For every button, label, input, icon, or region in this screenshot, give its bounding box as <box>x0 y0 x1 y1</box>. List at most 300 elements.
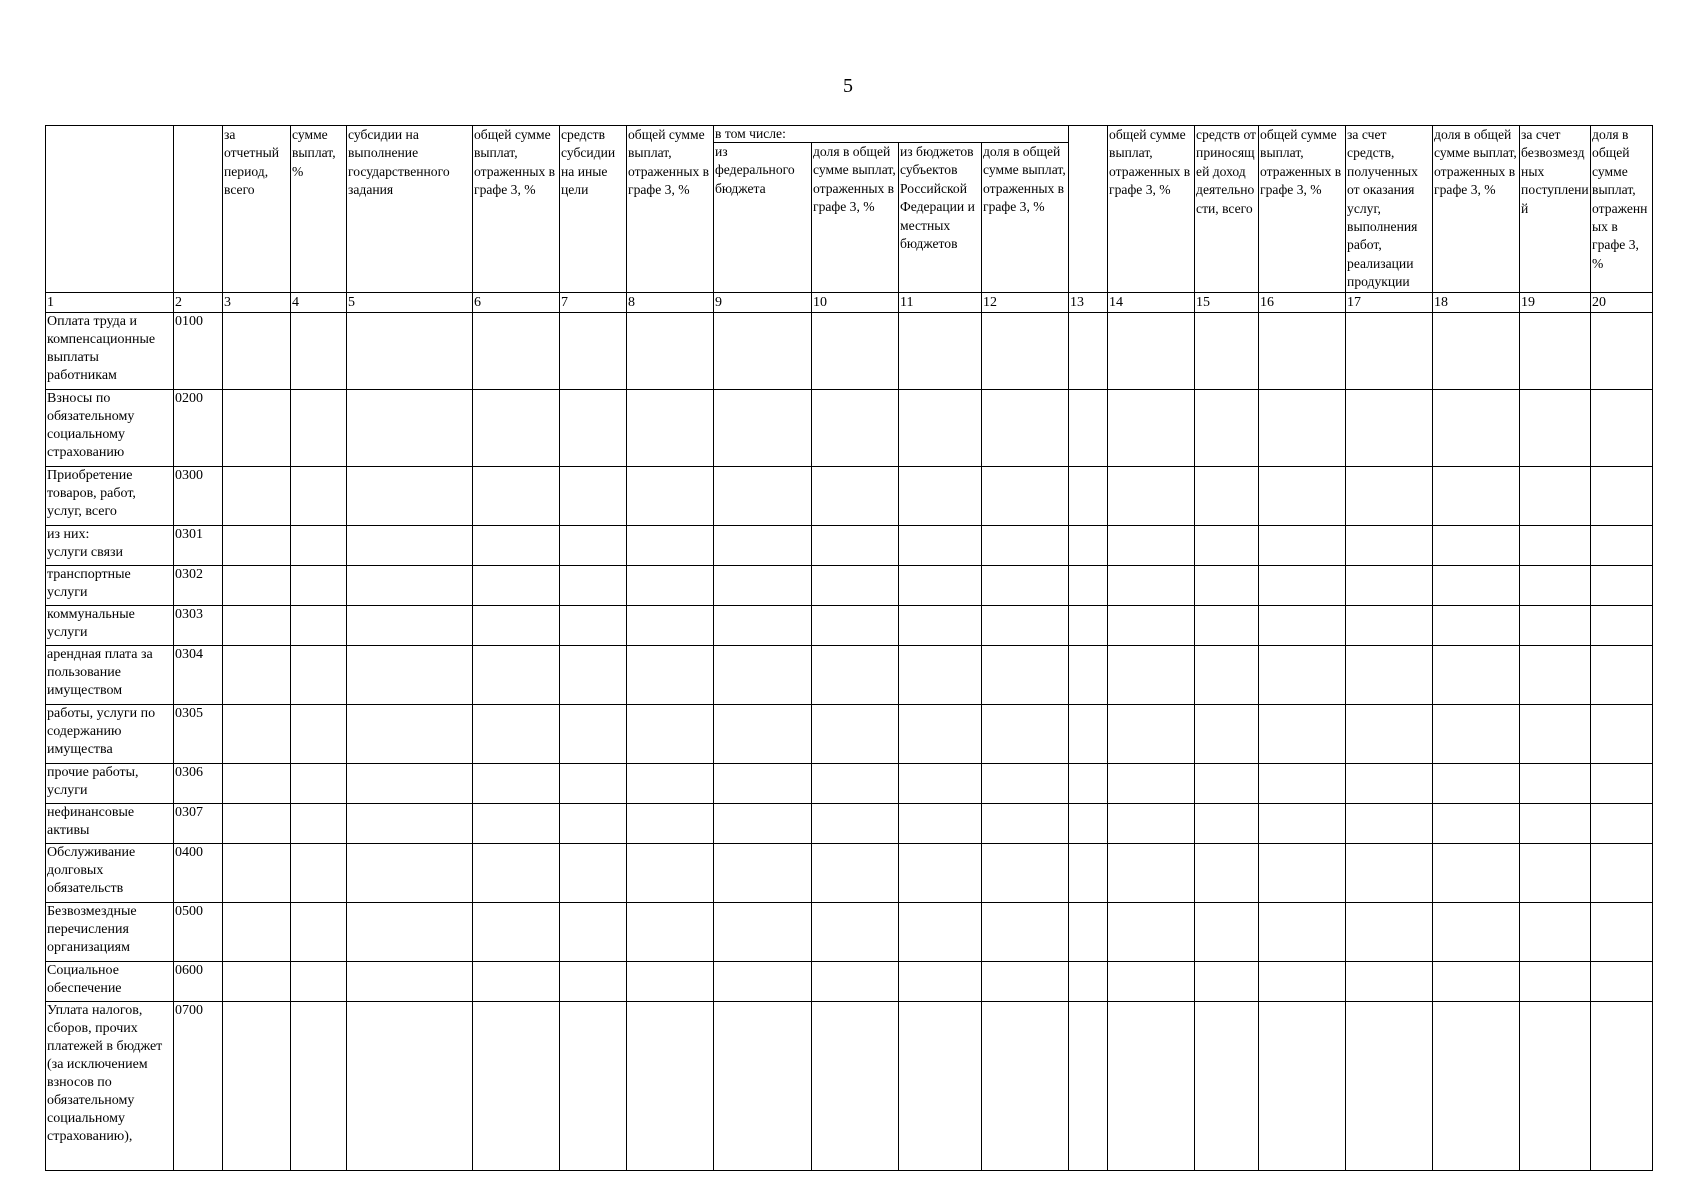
value-cell[interactable] <box>560 1002 627 1171</box>
value-cell[interactable] <box>1108 606 1195 646</box>
value-cell[interactable] <box>627 526 714 566</box>
value-cell[interactable] <box>1259 390 1346 467</box>
value-cell[interactable] <box>1433 1002 1520 1171</box>
value-cell[interactable] <box>473 526 560 566</box>
value-cell[interactable] <box>1346 1002 1433 1171</box>
value-cell[interactable] <box>1195 526 1259 566</box>
value-cell[interactable] <box>899 705 982 764</box>
value-cell[interactable] <box>627 646 714 705</box>
table-row <box>46 566 1653 606</box>
value-cell[interactable] <box>291 646 347 705</box>
value-cell[interactable] <box>223 903 291 962</box>
value-cell[interactable] <box>1069 566 1108 606</box>
value-cell[interactable] <box>812 844 899 903</box>
value-cell[interactable] <box>473 313 560 390</box>
value-cell[interactable] <box>714 646 812 705</box>
value-cell[interactable] <box>899 764 982 804</box>
value-cell[interactable] <box>1259 705 1346 764</box>
value-cell[interactable] <box>1069 606 1108 646</box>
value-cell[interactable] <box>812 313 899 390</box>
column-number-cell: 5 <box>347 293 473 313</box>
value-cell[interactable] <box>291 566 347 606</box>
column-number-cell: 12 <box>982 293 1069 313</box>
value-cell[interactable] <box>899 804 982 844</box>
value-cell[interactable] <box>627 313 714 390</box>
value-cell[interactable] <box>1591 313 1653 390</box>
value-cell[interactable] <box>1108 566 1195 606</box>
value-cell[interactable] <box>899 903 982 962</box>
value-cell[interactable] <box>1108 705 1195 764</box>
header-cell-8: общей сумме выплат, отраженных в графе 3, % <box>627 126 714 293</box>
value-cell[interactable] <box>1195 804 1259 844</box>
value-cell[interactable] <box>899 390 982 467</box>
value-cell[interactable] <box>347 844 473 903</box>
value-cell[interactable] <box>982 526 1069 566</box>
value-cell[interactable] <box>1591 705 1653 764</box>
row-label: транспортные услуги <box>46 566 174 606</box>
value-cell[interactable] <box>1069 646 1108 705</box>
value-cell[interactable] <box>1591 844 1653 903</box>
column-number-cell: 9 <box>714 293 812 313</box>
value-cell[interactable] <box>347 313 473 390</box>
value-cell[interactable] <box>1195 390 1259 467</box>
value-cell[interactable] <box>899 566 982 606</box>
value-cell[interactable] <box>1259 804 1346 844</box>
value-cell[interactable] <box>473 764 560 804</box>
value-cell[interactable] <box>627 467 714 526</box>
value-cell[interactable] <box>1259 962 1346 1002</box>
value-cell[interactable] <box>899 313 982 390</box>
value-cell[interactable] <box>223 764 291 804</box>
value-cell[interactable] <box>1069 844 1108 903</box>
value-cell[interactable] <box>627 903 714 962</box>
value-cell[interactable] <box>347 646 473 705</box>
value-cell[interactable] <box>1433 903 1520 962</box>
value-cell[interactable] <box>223 390 291 467</box>
value-cell[interactable] <box>714 566 812 606</box>
value-cell[interactable] <box>1195 962 1259 1002</box>
row-code: 0301 <box>174 526 223 566</box>
value-cell[interactable] <box>473 903 560 962</box>
value-cell[interactable] <box>1108 1002 1195 1171</box>
value-cell[interactable] <box>1259 467 1346 526</box>
value-cell[interactable] <box>1195 313 1259 390</box>
column-number-cell: 15 <box>1195 293 1259 313</box>
column-number-cell: 16 <box>1259 293 1346 313</box>
value-cell[interactable] <box>627 764 714 804</box>
value-cell[interactable] <box>291 390 347 467</box>
value-cell[interactable] <box>1069 804 1108 844</box>
value-cell[interactable] <box>560 962 627 1002</box>
value-cell[interactable] <box>291 764 347 804</box>
value-cell[interactable] <box>714 467 812 526</box>
value-cell[interactable] <box>473 804 560 844</box>
value-cell[interactable] <box>1108 467 1195 526</box>
report-table <box>45 125 1653 1171</box>
value-cell[interactable] <box>1433 526 1520 566</box>
value-cell[interactable] <box>1520 526 1591 566</box>
header-cell-9: из федерального бюджета <box>714 143 812 293</box>
value-cell[interactable] <box>1591 646 1653 705</box>
value-cell[interactable] <box>812 962 899 1002</box>
value-cell[interactable] <box>714 844 812 903</box>
value-cell[interactable] <box>812 804 899 844</box>
value-cell[interactable] <box>627 606 714 646</box>
value-cell[interactable] <box>1069 1002 1108 1171</box>
row-label: работы, услуги по содержанию имущества <box>46 705 174 764</box>
value-cell[interactable] <box>714 390 812 467</box>
row-code: 0305 <box>174 705 223 764</box>
value-cell[interactable] <box>560 903 627 962</box>
row-code: 0500 <box>174 903 223 962</box>
value-cell[interactable] <box>1069 705 1108 764</box>
value-cell[interactable] <box>347 705 473 764</box>
value-cell[interactable] <box>1069 526 1108 566</box>
page-number: 5 <box>843 75 853 97</box>
table-row <box>46 903 1653 962</box>
value-cell[interactable] <box>291 903 347 962</box>
value-cell[interactable] <box>982 903 1069 962</box>
value-cell[interactable] <box>627 1002 714 1171</box>
value-cell[interactable] <box>982 844 1069 903</box>
value-cell[interactable] <box>1346 903 1433 962</box>
value-cell[interactable] <box>347 903 473 962</box>
value-cell[interactable] <box>1108 526 1195 566</box>
value-cell[interactable] <box>560 764 627 804</box>
value-cell[interactable] <box>1520 467 1591 526</box>
value-cell[interactable] <box>1520 844 1591 903</box>
value-cell[interactable] <box>982 764 1069 804</box>
value-cell[interactable] <box>347 467 473 526</box>
value-cell[interactable] <box>1433 844 1520 903</box>
value-cell[interactable] <box>1108 764 1195 804</box>
row-code: 0300 <box>174 467 223 526</box>
value-cell[interactable] <box>473 566 560 606</box>
value-cell[interactable] <box>1591 467 1653 526</box>
value-cell[interactable] <box>347 764 473 804</box>
value-cell[interactable] <box>1259 313 1346 390</box>
value-cell[interactable] <box>627 962 714 1002</box>
value-cell[interactable] <box>1520 1002 1591 1171</box>
value-cell[interactable] <box>1346 804 1433 844</box>
column-number-cell: 13 <box>1069 293 1108 313</box>
value-cell[interactable] <box>1433 566 1520 606</box>
header-cell-4: сумме выплат, % <box>291 126 347 293</box>
value-cell[interactable] <box>1195 844 1259 903</box>
value-cell[interactable] <box>347 526 473 566</box>
value-cell[interactable] <box>899 606 982 646</box>
value-cell[interactable] <box>1520 705 1591 764</box>
value-cell[interactable] <box>899 467 982 526</box>
value-cell[interactable] <box>473 844 560 903</box>
value-cell[interactable] <box>1520 903 1591 962</box>
value-cell[interactable] <box>1520 606 1591 646</box>
value-cell[interactable] <box>812 566 899 606</box>
value-cell[interactable] <box>1259 844 1346 903</box>
value-cell[interactable] <box>1591 526 1653 566</box>
value-cell[interactable] <box>347 962 473 1002</box>
value-cell[interactable] <box>223 526 291 566</box>
value-cell[interactable] <box>812 903 899 962</box>
value-cell[interactable] <box>291 467 347 526</box>
value-cell[interactable] <box>1108 646 1195 705</box>
value-cell[interactable] <box>627 390 714 467</box>
value-cell[interactable] <box>1346 526 1433 566</box>
value-cell[interactable] <box>1591 390 1653 467</box>
value-cell[interactable] <box>1433 313 1520 390</box>
value-cell[interactable] <box>223 804 291 844</box>
value-cell[interactable] <box>1195 606 1259 646</box>
value-cell[interactable] <box>1591 903 1653 962</box>
value-cell[interactable] <box>560 467 627 526</box>
value-cell[interactable] <box>291 962 347 1002</box>
column-number-cell: 18 <box>1433 293 1520 313</box>
value-cell[interactable] <box>1195 764 1259 804</box>
value-cell[interactable] <box>1346 390 1433 467</box>
value-cell[interactable] <box>714 804 812 844</box>
value-cell[interactable] <box>1195 467 1259 526</box>
value-cell[interactable] <box>812 1002 899 1171</box>
value-cell[interactable] <box>982 962 1069 1002</box>
value-cell[interactable] <box>560 566 627 606</box>
value-cell[interactable] <box>291 1002 347 1171</box>
value-cell[interactable] <box>627 804 714 844</box>
value-cell[interactable] <box>714 526 812 566</box>
value-cell[interactable] <box>1520 646 1591 705</box>
value-cell[interactable] <box>1591 606 1653 646</box>
value-cell[interactable] <box>982 566 1069 606</box>
value-cell[interactable] <box>1433 390 1520 467</box>
row-label: Приобретение товаров, работ, услуг, всего <box>46 467 174 526</box>
column-number-row <box>46 293 1653 313</box>
header-cell-17: за счет средств, полученных от оказания услуг, выполнения работ, реализации продукции <box>1346 126 1433 293</box>
value-cell[interactable] <box>1346 606 1433 646</box>
value-cell[interactable] <box>291 606 347 646</box>
value-cell[interactable] <box>982 313 1069 390</box>
value-cell[interactable] <box>1108 903 1195 962</box>
value-cell[interactable] <box>1433 962 1520 1002</box>
value-cell[interactable] <box>291 844 347 903</box>
value-cell[interactable] <box>223 962 291 1002</box>
value-cell[interactable] <box>1259 764 1346 804</box>
value-cell[interactable] <box>899 962 982 1002</box>
value-cell[interactable] <box>291 804 347 844</box>
value-cell[interactable] <box>223 313 291 390</box>
value-cell[interactable] <box>982 646 1069 705</box>
value-cell[interactable] <box>560 606 627 646</box>
value-cell[interactable] <box>1259 1002 1346 1171</box>
value-cell[interactable] <box>1108 844 1195 903</box>
value-cell[interactable] <box>1346 844 1433 903</box>
value-cell[interactable] <box>1520 566 1591 606</box>
value-cell[interactable] <box>1259 526 1346 566</box>
value-cell[interactable] <box>1346 566 1433 606</box>
value-cell[interactable] <box>1195 566 1259 606</box>
value-cell[interactable] <box>560 526 627 566</box>
value-cell[interactable] <box>1591 566 1653 606</box>
value-cell[interactable] <box>473 467 560 526</box>
value-cell[interactable] <box>347 1002 473 1171</box>
value-cell[interactable] <box>473 606 560 646</box>
value-cell[interactable] <box>1069 764 1108 804</box>
table-row <box>46 962 1653 1002</box>
value-cell[interactable] <box>223 606 291 646</box>
column-number-cell: 7 <box>560 293 627 313</box>
header-cell-15: средств от приносящей доход деятельности, всего <box>1195 126 1259 293</box>
header-cell-10: доля в общей сумме выплат, отраженных в графе 3, % <box>812 143 899 293</box>
value-cell[interactable] <box>1346 764 1433 804</box>
value-cell[interactable] <box>473 705 560 764</box>
value-cell[interactable] <box>1346 962 1433 1002</box>
value-cell[interactable] <box>899 646 982 705</box>
value-cell[interactable] <box>347 390 473 467</box>
value-cell[interactable] <box>560 705 627 764</box>
value-cell[interactable] <box>1108 313 1195 390</box>
table-row <box>46 764 1653 804</box>
value-cell[interactable] <box>291 705 347 764</box>
value-cell[interactable] <box>1433 764 1520 804</box>
value-cell[interactable] <box>1346 313 1433 390</box>
header-cell-19: за счет безвозмездных поступлений <box>1520 126 1591 293</box>
value-cell[interactable] <box>291 526 347 566</box>
value-cell[interactable] <box>714 1002 812 1171</box>
value-cell[interactable] <box>1195 646 1259 705</box>
value-cell[interactable] <box>347 804 473 844</box>
value-cell[interactable] <box>1069 313 1108 390</box>
value-cell[interactable] <box>1259 646 1346 705</box>
value-cell[interactable] <box>1520 962 1591 1002</box>
table-row <box>46 844 1653 903</box>
header-cell-14: общей сумме выплат, отраженных в графе 3, % <box>1108 126 1195 293</box>
header-cell-2 <box>174 126 223 293</box>
value-cell[interactable] <box>1195 1002 1259 1171</box>
value-cell[interactable] <box>1195 903 1259 962</box>
value-cell[interactable] <box>1433 606 1520 646</box>
value-cell[interactable] <box>1108 804 1195 844</box>
row-code: 0307 <box>174 804 223 844</box>
column-number-cell: 6 <box>473 293 560 313</box>
value-cell[interactable] <box>899 844 982 903</box>
value-cell[interactable] <box>982 1002 1069 1171</box>
column-number-cell: 4 <box>291 293 347 313</box>
row-label: Обслуживание долговых обязательств <box>46 844 174 903</box>
value-cell[interactable] <box>982 705 1069 764</box>
column-number-cell: 19 <box>1520 293 1591 313</box>
value-cell[interactable] <box>1433 804 1520 844</box>
column-number-cell: 14 <box>1108 293 1195 313</box>
value-cell[interactable] <box>1069 467 1108 526</box>
value-cell[interactable] <box>560 844 627 903</box>
value-cell[interactable] <box>812 606 899 646</box>
value-cell[interactable] <box>347 566 473 606</box>
value-cell[interactable] <box>1520 804 1591 844</box>
table-row <box>46 467 1653 526</box>
value-cell[interactable] <box>223 844 291 903</box>
value-cell[interactable] <box>347 606 473 646</box>
value-cell[interactable] <box>560 646 627 705</box>
value-cell[interactable] <box>812 764 899 804</box>
value-cell[interactable] <box>1520 764 1591 804</box>
value-cell[interactable] <box>473 962 560 1002</box>
value-cell[interactable] <box>714 606 812 646</box>
value-cell[interactable] <box>560 313 627 390</box>
value-cell[interactable] <box>1433 467 1520 526</box>
value-cell[interactable] <box>1108 962 1195 1002</box>
value-cell[interactable] <box>714 764 812 804</box>
value-cell[interactable] <box>982 390 1069 467</box>
table-row <box>46 804 1653 844</box>
value-cell[interactable] <box>714 903 812 962</box>
header-row <box>46 126 1653 143</box>
value-cell[interactable] <box>223 646 291 705</box>
row-code: 0100 <box>174 313 223 390</box>
value-cell[interactable] <box>714 313 812 390</box>
value-cell[interactable] <box>899 526 982 566</box>
table-row <box>46 526 1653 566</box>
value-cell[interactable] <box>1346 467 1433 526</box>
value-cell[interactable] <box>812 467 899 526</box>
value-cell[interactable] <box>1069 390 1108 467</box>
value-cell[interactable] <box>1259 566 1346 606</box>
value-cell[interactable] <box>627 844 714 903</box>
value-cell[interactable] <box>1591 764 1653 804</box>
value-cell[interactable] <box>982 804 1069 844</box>
value-cell[interactable] <box>560 390 627 467</box>
value-cell[interactable] <box>1069 962 1108 1002</box>
value-cell[interactable] <box>1069 903 1108 962</box>
column-number-cell: 3 <box>223 293 291 313</box>
value-cell[interactable] <box>812 526 899 566</box>
value-cell[interactable] <box>627 705 714 764</box>
column-number-cell: 11 <box>899 293 982 313</box>
value-cell[interactable] <box>1591 1002 1653 1171</box>
value-cell[interactable] <box>1195 705 1259 764</box>
value-cell[interactable] <box>812 646 899 705</box>
value-cell[interactable] <box>473 390 560 467</box>
value-cell[interactable] <box>223 1002 291 1171</box>
value-cell[interactable] <box>223 705 291 764</box>
value-cell[interactable] <box>1520 390 1591 467</box>
value-cell[interactable] <box>473 1002 560 1171</box>
header-cell-3: за отчетный период, всего <box>223 126 291 293</box>
row-code: 0600 <box>174 962 223 1002</box>
value-cell[interactable] <box>1346 705 1433 764</box>
value-cell[interactable] <box>1108 390 1195 467</box>
value-cell[interactable] <box>812 390 899 467</box>
value-cell[interactable] <box>1591 804 1653 844</box>
value-cell[interactable] <box>714 962 812 1002</box>
value-cell[interactable] <box>223 566 291 606</box>
value-cell[interactable] <box>291 313 347 390</box>
value-cell[interactable] <box>899 1002 982 1171</box>
value-cell[interactable] <box>627 566 714 606</box>
row-code: 0700 <box>174 1002 223 1171</box>
value-cell[interactable] <box>223 467 291 526</box>
value-cell[interactable] <box>1346 646 1433 705</box>
value-cell[interactable] <box>473 646 560 705</box>
value-cell[interactable] <box>1259 606 1346 646</box>
value-cell[interactable] <box>1433 646 1520 705</box>
value-cell[interactable] <box>1591 962 1653 1002</box>
value-cell[interactable] <box>1520 313 1591 390</box>
value-cell[interactable] <box>1433 705 1520 764</box>
value-cell[interactable] <box>982 467 1069 526</box>
value-cell[interactable] <box>812 705 899 764</box>
value-cell[interactable] <box>714 705 812 764</box>
value-cell[interactable] <box>560 804 627 844</box>
value-cell[interactable] <box>1259 903 1346 962</box>
value-cell[interactable] <box>982 606 1069 646</box>
